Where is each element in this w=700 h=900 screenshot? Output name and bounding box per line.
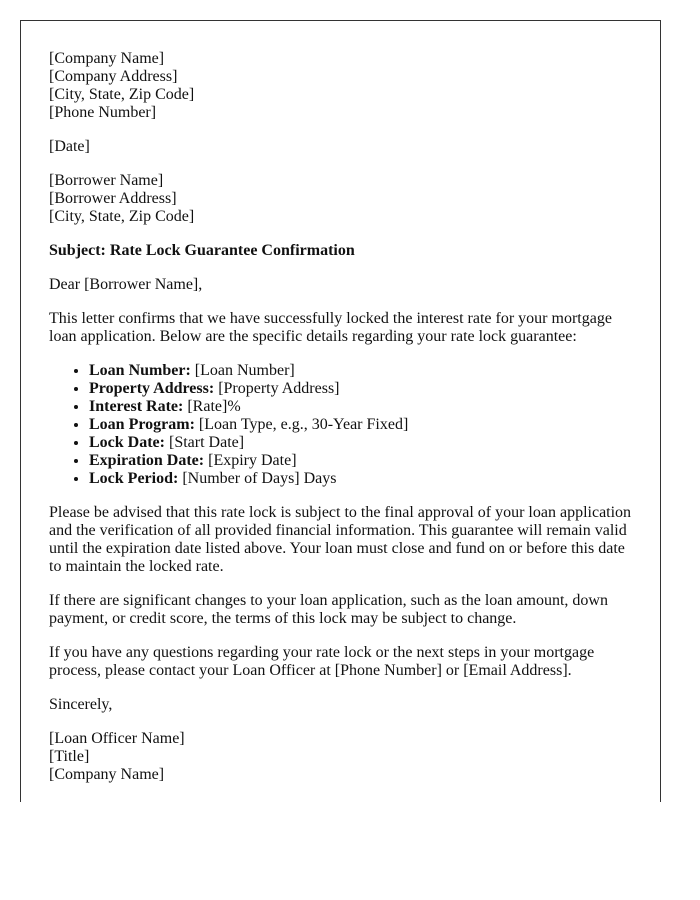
detail-label: Interest Rate:: [89, 398, 184, 415]
detail-lock-date: [89, 434, 632, 452]
intro-paragraph: This letter confirms that we have successfully locked the interest rate for your mortgage loan application. Below are the specific details regarding your rate lock guarantee:: [49, 310, 612, 345]
detail-loan-program: [89, 416, 632, 434]
recipient-block: [49, 172, 632, 226]
changes-paragraph: If there are significant changes to your loan application, such as the loan amount, down payment, or credit score, the terms of this lock may be subject to change.: [49, 592, 608, 627]
detail-label: Expiration Date:: [89, 452, 205, 469]
letter-page: [20, 20, 661, 802]
detail-value: [Rate]%: [183, 398, 241, 415]
letter-date: [Date]: [49, 138, 90, 155]
sender-company-name: [Company Name]: [49, 50, 165, 67]
detail-label: Lock Period:: [89, 470, 179, 487]
detail-lock-period: [89, 470, 632, 488]
detail-value: [Property Address]: [214, 380, 340, 397]
rate-lock-details-list: [49, 362, 632, 488]
detail-interest-rate: [89, 398, 632, 416]
detail-value: [Number of Days] Days: [178, 470, 337, 487]
detail-expiration-date: [89, 452, 632, 470]
sender-phone: [Phone Number]: [49, 104, 157, 121]
signature-company: [Company Name]: [49, 766, 165, 783]
detail-label: Loan Program:: [89, 416, 195, 433]
sender-block: [49, 50, 632, 122]
advisory-paragraph: Please be advised that this rate lock is subject to the final approval of your loan application and the verification of all provided financial information. This guarantee will remain valid until the expiration date listed above. Your loan must close and fund on or before this date to maintain the locked rate.: [49, 504, 632, 575]
detail-value: [Loan Type, e.g., 30-Year Fixed]: [194, 416, 409, 433]
contact-paragraph: If you have any questions regarding your rate lock or the next steps in your mortgage process, please contact your Loan Officer at [Phone Number] or [Email Address].: [49, 644, 595, 679]
signature-name: [Loan Officer Name]: [49, 730, 185, 747]
detail-value: [Loan Number]: [190, 362, 295, 379]
closing: Sincerely,: [49, 696, 113, 713]
detail-value: [Start Date]: [164, 434, 245, 451]
recipient-city-state-zip: [City, State, Zip Code]: [49, 208, 195, 225]
detail-label: Loan Number:: [89, 362, 191, 379]
detail-value: [Expiry Date]: [204, 452, 297, 469]
signature-block: [49, 730, 632, 784]
detail-label: Property Address:: [89, 380, 215, 397]
recipient-address: [Borrower Address]: [49, 190, 177, 207]
sender-company-address: [Company Address]: [49, 68, 178, 85]
detail-label: Lock Date:: [89, 434, 165, 451]
detail-loan-number: [89, 362, 632, 380]
subject-line: Subject: Rate Lock Guarantee Confirmation: [49, 242, 355, 259]
recipient-name: [Borrower Name]: [49, 172, 164, 189]
salutation: Dear [Borrower Name],: [49, 276, 203, 293]
detail-property-address: [89, 380, 632, 398]
sender-city-state-zip: [City, State, Zip Code]: [49, 86, 195, 103]
signature-title: [Title]: [49, 748, 90, 765]
